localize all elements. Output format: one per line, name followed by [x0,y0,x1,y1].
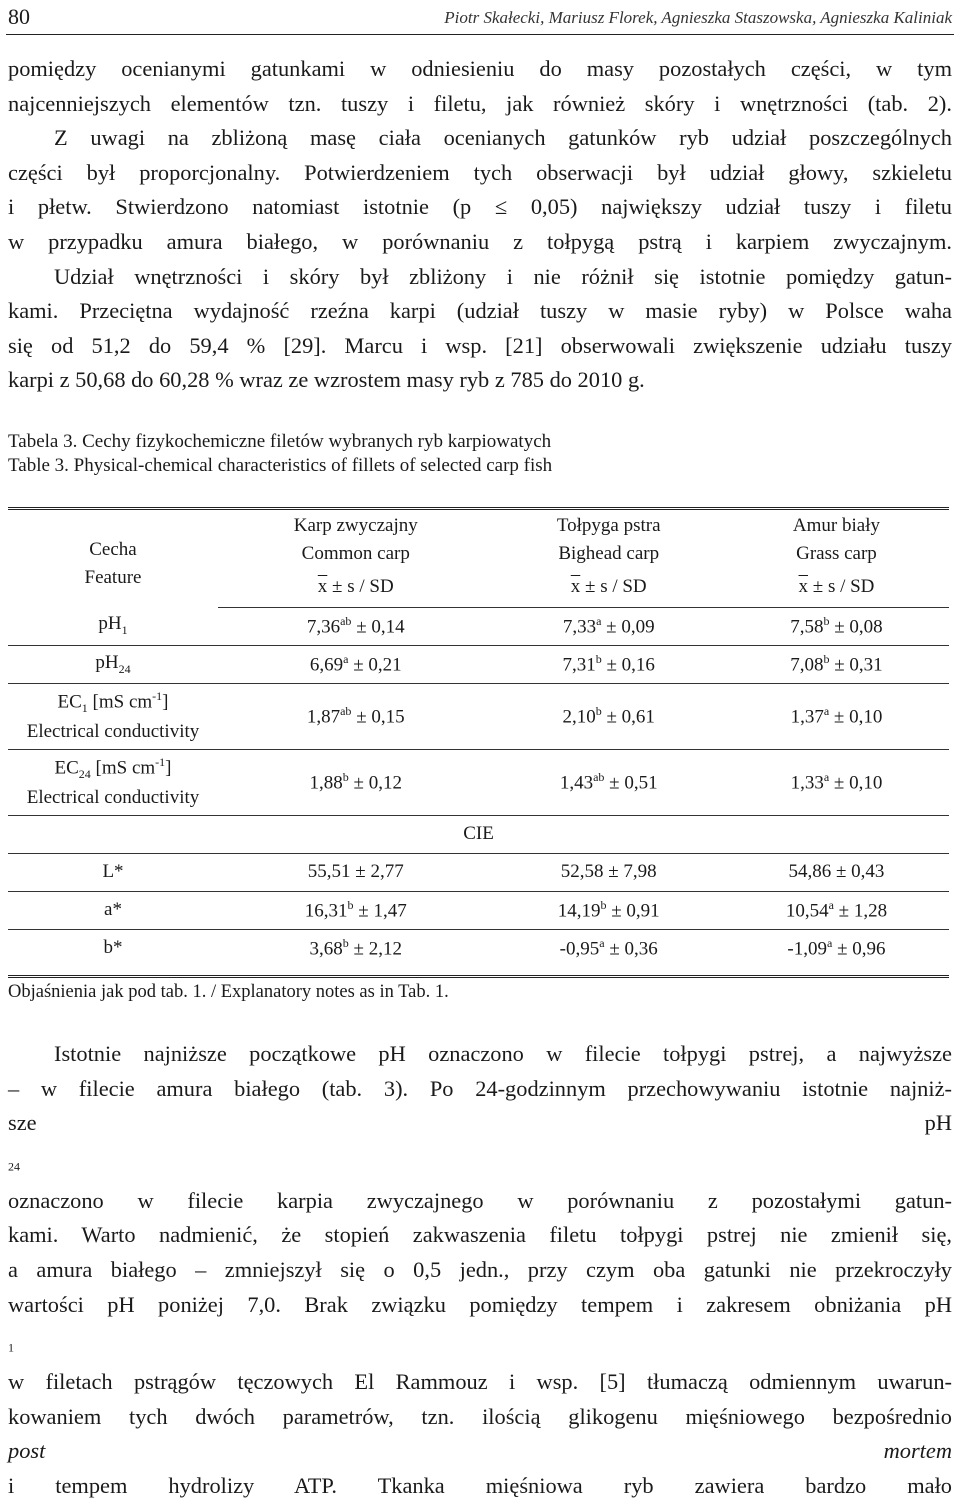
row-label: L* [8,853,218,891]
table-caption-en: Table 3. Physical-chemical characteristics of fillets of selected carp fish [8,455,553,476]
row-label: $EC_{24}$ [mS $cm^{-1}$] Electrical conductivity [8,749,218,815]
text-line: w filetach pstrągów tęczowych El Rammouz i wsp. [5] tłumaczą odmiennym uwarun- [8,1369,952,1395]
table-cell: -1,09$^a$ ± 0,96 [787,936,886,960]
table-cell: 7,58$^b$ ± 0,08 [724,607,949,645]
table-row [8,929,949,967]
body-paragraph-2 [8,1037,952,1504]
table-cell: 10,54$^a$ ± 1,28 [724,891,949,929]
mean-symbol: $\overline{x}$ [317,575,328,597]
table-row [8,607,949,645]
table-row [8,853,949,891]
row-label: a* [8,891,218,929]
mean-symbol: $\overline{x}$ [798,575,809,597]
text-line: i płetw. Stwierdzono natomiast istotnie (p ≤ 0,05) największy udział tuszy i filetu [8,194,952,220]
table-cell: 7,08$^b$ ± 0,31 [724,645,949,683]
species-name-pl: Tołpyga pstra [556,515,661,536]
row-label: $EC_1$ [mS $cm^{-1}$] Electrical conductivity [8,683,218,749]
stat-header [724,567,949,607]
header-species [724,507,949,567]
table-cell: 2,10$^b$ ± 0,61 [494,683,724,749]
table-cell: 1,37$^a$ ± 0,10 [724,683,949,749]
table-cell: 52,58 ± 7,98 [494,853,724,891]
species-name-en: Common carp [301,543,410,564]
table-cell: 1,43$^{ab}$ ± 0,51 [494,749,724,815]
section-label-cie: CIE [8,815,949,853]
header-feature-en: Feature [84,567,142,588]
table-caption-pl: Tabela 3. Cechy fizykochemiczne filetów wybranych ryb karpiowatych [8,431,552,452]
text-line: kami. Warto nadmienić, że stopień zakwaszenia filetu tołpygi pstrej nie zmienił się, [8,1222,952,1248]
stat-rest: ± s / SD [327,575,394,597]
text-line: post mortem i tempem hydrolizy ATP. Tkanka mięśniowa ryb zawiera bardzo mało [8,1438,952,1499]
text-line: się od 51,2 do 59,4 % [29]. Marcu i wsp. [21] obserwowali zwiększenie udziału tuszy [8,332,952,358]
stat-rest: ± s / SD [808,575,875,597]
page-header [6,2,954,35]
text-line: w przypadku amura białego, w porównaniu z tołpygą pstrą i karpiem zwyczajnym. [8,228,952,254]
table-cell: 1,87$^{ab}$ ± 0,15 [218,683,494,749]
text-line: kami. Przeciętna wydajność rzeźna karpi (udział tuszy w masie ryby) w Polsce waha [8,298,952,324]
text-line: Z uwagi na zbliżoną masę ciała ocenianych gatunków ryb udział poszczególnych [54,125,952,151]
stat-rest: ± s / SD [580,575,647,597]
table-cell: 1,88$^b$ ± 0,12 [218,749,494,815]
page-number: 80 [8,4,30,29]
table-cell: 54,86 ± 0,43 [724,853,949,891]
table-row [8,749,949,815]
table-cell: 1,33$^a$ ± 0,10 [724,749,949,815]
header-feature-pl: Cecha [89,539,137,560]
table-row [8,683,949,749]
header-species [494,507,724,567]
table-cell: 3,68$^b$ ± 2,12 [309,936,402,960]
table-cell: 16,31$^b$ ± 1,47 [218,891,494,929]
text-line: kowaniem tych dwóch parametrów, tzn. ilością glikogenu mięśniowego bezpośrednio [8,1403,952,1429]
stat-header [494,567,724,607]
data-table [8,507,949,967]
text-line: najcenniejszych elementów tzn. tuszy i filetu, jak również skóry i wnętrzności (tab. 2). [8,90,952,116]
species-name-en: Bighead carp [558,543,660,564]
text-line: Istotnie najniższe początkowe pH oznaczono w filecie tołpygi pstrej, a najwyższe [54,1041,952,1066]
header-species [218,507,494,567]
table-cell: 7,31$^b$ ± 0,16 [494,645,724,683]
text-line: – w filecie amura białego (tab. 3). Po 24-godzinnym przechowywaniu istotnie najniż- [8,1075,952,1101]
mean-symbol: $\overline{x}$ [570,575,581,597]
text-line: pomiędzy ocenianymi gatunkami w odniesieniu do masy pozostałych części, w tym [8,56,952,81]
table-row [8,815,949,853]
table-cell: -0,95$^a$ ± 0,36 [559,936,658,960]
text-line: a amura białego – zmniejszył się o 0,5 jedn., przy czym oba gatunki nie przekroczyły [8,1257,952,1283]
table-row [8,891,949,929]
row-label: b* [103,937,123,959]
table-cell: 14,19$^b$ ± 0,91 [494,891,724,929]
row-label: $pH_1$ [8,607,218,645]
species-name-en: Grass carp [796,543,877,564]
table-cell: 6,69$^a$ ± 0,21 [218,645,494,683]
text-line: karpi z 50,68 do 60,28 % wraz ze wzrostem masy ryb z 785 do 2010 g. [8,367,645,393]
stat-header [218,567,494,607]
text-line: części był proporcjonalny. Potwierdzeniem tych obserwacji był udział głowy, szkieletu [8,159,952,185]
table-cell: 55,51 ± 2,77 [218,853,494,891]
species-name-pl: Karp zwyczajny [293,515,418,536]
text-line: sze pH $_{24}$ oznaczono w filecie karpia zwyczajnego w porównaniu z pozostałymi gatun- [8,1110,952,1213]
table-row [8,645,949,683]
running-head-authors: Piotr Skałecki, Mariusz Florek, Agnieszka Staszowska, Agnieszka Kaliniak [444,8,952,27]
table-cell: 7,36$^{ab}$ ± 0,14 [218,607,494,645]
table-cell: 7,33$^a$ ± 0,09 [494,607,724,645]
header-feature [8,507,218,607]
species-name-pl: Amur biały [792,515,880,536]
text-line: wartości pH poniżej 7,0. Brak związku pomiędzy tempem i zakresem obniżania pH $_1$ [8,1291,952,1355]
table-footnote: Objaśnienia jak pod tab. 1. / Explanatory notes as in Tab. 1. [8,982,449,1002]
body-paragraph-1 [8,52,952,398]
row-label: $pH_{24}$ [8,645,218,683]
text-line: Udział wnętrzności i skóry był zbliżony i nie różnił się istotnie pomiędzy gatun- [54,263,952,289]
